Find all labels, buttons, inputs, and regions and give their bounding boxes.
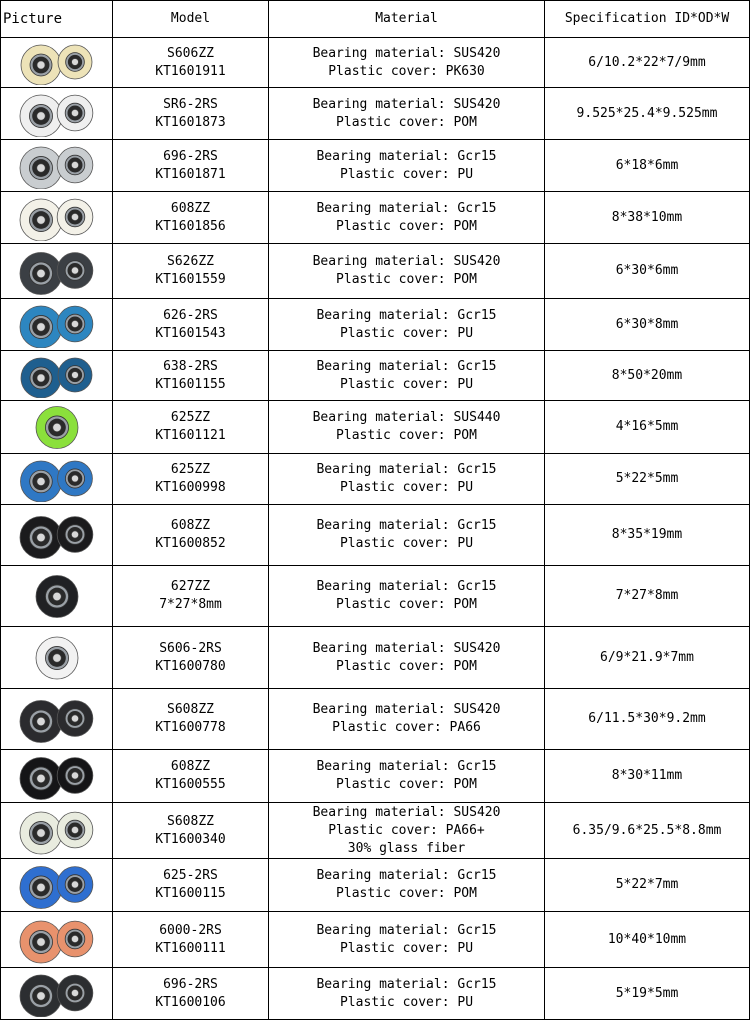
model-code: KT1600852 xyxy=(155,536,226,551)
model-number: S626ZZ xyxy=(167,254,214,269)
table-row xyxy=(1,401,750,454)
material-cell xyxy=(269,803,545,859)
model-cell xyxy=(113,244,269,299)
model-cell xyxy=(113,505,269,566)
bearing-wheel-image xyxy=(7,753,107,800)
header-material: Material xyxy=(269,1,545,38)
material-line: Bearing material: Gcr15 xyxy=(316,579,497,594)
specification-cell: 6*30*6mm xyxy=(545,244,750,299)
model-number: 625ZZ xyxy=(170,410,211,425)
model-number: 608ZZ xyxy=(170,518,211,533)
material-line: Bearing material: Gcr15 xyxy=(316,462,497,477)
table-row xyxy=(1,627,750,689)
material-line: Bearing material: Gcr15 xyxy=(316,868,497,883)
product-picture-cell xyxy=(1,505,113,566)
model-cell xyxy=(113,351,269,401)
material-line: Bearing material: SUS440 xyxy=(312,410,501,425)
bearing-wheel-image xyxy=(7,354,107,398)
material-line: Plastic cover: PA66+ xyxy=(328,822,485,838)
table-row xyxy=(1,859,750,912)
table-row xyxy=(1,38,750,88)
header-spec-title: Specification xyxy=(564,11,667,26)
table-row xyxy=(1,750,750,803)
product-picture-cell xyxy=(1,968,113,1020)
material-line: Bearing material: SUS420 xyxy=(312,804,501,820)
model-cell xyxy=(113,401,269,454)
bearing-wheel-image xyxy=(7,915,107,965)
model-number: 625-2RS xyxy=(163,868,218,883)
product-picture-cell xyxy=(1,38,113,88)
model-cell xyxy=(113,627,269,689)
material-line: Plastic cover: POM xyxy=(336,428,477,443)
product-picture-cell xyxy=(1,88,113,140)
table-row xyxy=(1,88,750,140)
table-row xyxy=(1,244,750,299)
header-model: Model xyxy=(113,1,269,38)
product-picture-cell xyxy=(1,351,113,401)
specification-cell: 7*27*8mm xyxy=(545,566,750,627)
product-picture-cell xyxy=(1,627,113,689)
model-code: KT1600998 xyxy=(155,480,226,495)
product-picture-cell xyxy=(1,803,113,859)
specification-cell: 6*30*8mm xyxy=(545,299,750,351)
material-line: Plastic cover: PA66 xyxy=(332,720,481,735)
material-cell xyxy=(269,244,545,299)
specification-cell: 6.35/9.6*25.5*8.8mm xyxy=(545,803,750,859)
product-picture-cell xyxy=(1,454,113,505)
model-code: KT1600115 xyxy=(155,886,226,901)
model-cell xyxy=(113,140,269,192)
header-spec-dims: ID*OD*W xyxy=(674,11,730,26)
material-line: Bearing material: Gcr15 xyxy=(316,148,497,164)
bearing-wheel-image xyxy=(7,457,107,502)
bearing-wheel-image xyxy=(7,143,107,189)
bearing-wheel-image xyxy=(7,692,107,747)
product-picture-cell xyxy=(1,140,113,192)
model-number: 638-2RS xyxy=(163,358,218,374)
bearing-wheel-image xyxy=(7,195,107,241)
material-line: Bearing material: SUS420 xyxy=(312,254,501,269)
product-picture-cell xyxy=(1,401,113,454)
model-code: KT1601911 xyxy=(155,63,226,79)
material-line: Bearing material: Gcr15 xyxy=(316,922,497,938)
product-picture-cell xyxy=(1,689,113,750)
model-cell xyxy=(113,454,269,505)
material-line: Bearing material: SUS420 xyxy=(312,45,501,61)
material-line: 30% glass fiber xyxy=(347,840,466,856)
material-cell xyxy=(269,140,545,192)
material-line: Plastic cover: PU xyxy=(339,536,474,551)
table-row xyxy=(1,689,750,750)
material-line: Bearing material: Gcr15 xyxy=(316,358,497,374)
bearing-wheel-image xyxy=(7,806,107,856)
specification-cell: 9.525*25.4*9.525mm xyxy=(545,88,750,140)
material-line: Plastic cover: PU xyxy=(339,325,474,341)
specification-cell: 8*38*10mm xyxy=(545,192,750,244)
material-line: Bearing material: SUS420 xyxy=(312,640,501,656)
material-line: Bearing material: Gcr15 xyxy=(316,759,497,774)
table-row xyxy=(1,140,750,192)
material-cell xyxy=(269,351,545,401)
specification-cell: 4*16*5mm xyxy=(545,401,750,454)
material-line: Bearing material: Gcr15 xyxy=(316,307,497,323)
table-row xyxy=(1,912,750,968)
model-cell xyxy=(113,912,269,968)
model-code: KT1600780 xyxy=(155,658,226,674)
model-number: 608ZZ xyxy=(170,200,211,216)
bearing-wheel-image xyxy=(7,247,107,296)
model-code: KT1601155 xyxy=(155,376,226,392)
model-number: S606-2RS xyxy=(159,640,222,656)
model-number: 625ZZ xyxy=(170,462,211,477)
model-number: 608ZZ xyxy=(170,759,211,774)
specification-cell: 8*35*19mm xyxy=(545,505,750,566)
material-line: Bearing material: SUS420 xyxy=(312,96,501,112)
product-picture-cell xyxy=(1,912,113,968)
model-number: 696-2RS xyxy=(163,976,218,992)
product-picture-cell xyxy=(1,859,113,912)
bearing-wheel-image xyxy=(7,91,107,137)
material-cell xyxy=(269,750,545,803)
material-line: Plastic cover: PK630 xyxy=(328,63,485,79)
material-cell xyxy=(269,627,545,689)
material-line: Plastic cover: POM xyxy=(336,886,477,901)
material-line: Plastic cover: PU xyxy=(339,940,474,956)
specification-cell: 10*40*10mm xyxy=(545,912,750,968)
product-picture-cell xyxy=(1,566,113,627)
material-cell xyxy=(269,859,545,912)
material-line: Plastic cover: POM xyxy=(336,597,477,612)
table-row xyxy=(1,454,750,505)
material-line: Bearing material: Gcr15 xyxy=(316,976,497,992)
header-picture: Picture xyxy=(1,1,113,38)
specification-cell: 8*30*11mm xyxy=(545,750,750,803)
header-specification xyxy=(545,1,750,38)
product-picture-cell xyxy=(1,192,113,244)
model-code: KT1601559 xyxy=(155,272,226,287)
model-number: 696-2RS xyxy=(163,148,218,164)
model-code: KT1600555 xyxy=(155,777,226,792)
specification-cell: 8*50*20mm xyxy=(545,351,750,401)
material-line: Plastic cover: POM xyxy=(336,658,477,674)
model-number: S608ZZ xyxy=(167,813,214,829)
model-cell xyxy=(113,968,269,1020)
model-number: S608ZZ xyxy=(167,702,214,717)
specification-cell: 6/10.2*22*7/9mm xyxy=(545,38,750,88)
model-cell xyxy=(113,38,269,88)
material-line: Plastic cover: PU xyxy=(339,994,474,1010)
header-row xyxy=(1,1,750,38)
table-body xyxy=(1,38,750,1020)
table-row xyxy=(1,351,750,401)
model-cell xyxy=(113,750,269,803)
specification-cell: 6/11.5*30*9.2mm xyxy=(545,689,750,750)
material-cell xyxy=(269,505,545,566)
material-line: Plastic cover: PU xyxy=(339,166,474,182)
material-cell xyxy=(269,401,545,454)
bearing-wheel-image xyxy=(7,862,107,909)
table-row xyxy=(1,566,750,627)
product-picture-cell xyxy=(1,244,113,299)
model-code: KT1601856 xyxy=(155,218,226,234)
model-code: 7*27*8mm xyxy=(159,597,222,612)
product-picture-cell xyxy=(1,299,113,351)
table-row xyxy=(1,299,750,351)
model-code: KT1601873 xyxy=(155,114,226,130)
model-code: KT1600106 xyxy=(155,994,226,1010)
material-cell xyxy=(269,38,545,88)
material-line: Plastic cover: PU xyxy=(339,376,474,392)
product-picture-cell xyxy=(1,750,113,803)
material-cell xyxy=(269,454,545,505)
table-row xyxy=(1,505,750,566)
material-line: Plastic cover: POM xyxy=(336,272,477,287)
material-line: Plastic cover: POM xyxy=(336,114,477,130)
table-row xyxy=(1,803,750,859)
model-cell xyxy=(113,192,269,244)
table-row xyxy=(1,968,750,1020)
model-cell xyxy=(113,859,269,912)
specification-cell: 6*18*6mm xyxy=(545,140,750,192)
model-code: KT1601871 xyxy=(155,166,226,182)
bearing-wheel-image xyxy=(7,569,107,624)
bearing-wheel-image xyxy=(7,630,107,686)
bearing-wheel-image xyxy=(7,41,107,85)
bearing-wheel-image xyxy=(7,404,107,451)
model-code: KT1601121 xyxy=(155,428,226,443)
material-cell xyxy=(269,299,545,351)
material-line: Bearing material: SUS420 xyxy=(312,702,501,717)
specification-cell: 5*19*5mm xyxy=(545,968,750,1020)
material-cell xyxy=(269,968,545,1020)
model-cell xyxy=(113,803,269,859)
specification-cell: 6/9*21.9*7mm xyxy=(545,627,750,689)
model-cell xyxy=(113,689,269,750)
model-code: KT1600778 xyxy=(155,720,226,735)
model-number: 6000-2RS xyxy=(159,922,222,938)
model-cell xyxy=(113,88,269,140)
table-row xyxy=(1,192,750,244)
model-number: SR6-2RS xyxy=(163,96,218,112)
material-cell xyxy=(269,689,545,750)
bearing-wheel-image xyxy=(7,508,107,563)
model-number: 627ZZ xyxy=(170,579,211,594)
model-number: 626-2RS xyxy=(163,307,218,323)
model-cell xyxy=(113,299,269,351)
material-cell xyxy=(269,566,545,627)
material-line: Bearing material: Gcr15 xyxy=(316,518,497,533)
material-line: Plastic cover: POM xyxy=(336,777,477,792)
specification-cell: 5*22*7mm xyxy=(545,859,750,912)
bearing-wheel-image xyxy=(7,971,107,1017)
material-cell xyxy=(269,192,545,244)
specification-cell: 5*22*5mm xyxy=(545,454,750,505)
material-line: Plastic cover: POM xyxy=(336,218,477,234)
model-number: S606ZZ xyxy=(167,45,214,61)
model-code: KT1600111 xyxy=(155,940,226,956)
model-code: KT1601543 xyxy=(155,325,226,341)
model-code: KT1600340 xyxy=(155,831,226,847)
model-cell xyxy=(113,566,269,627)
bearing-wheel-image xyxy=(7,302,107,348)
material-cell xyxy=(269,912,545,968)
material-line: Plastic cover: PU xyxy=(339,480,474,495)
material-cell xyxy=(269,88,545,140)
material-line: Bearing material: Gcr15 xyxy=(316,200,497,216)
